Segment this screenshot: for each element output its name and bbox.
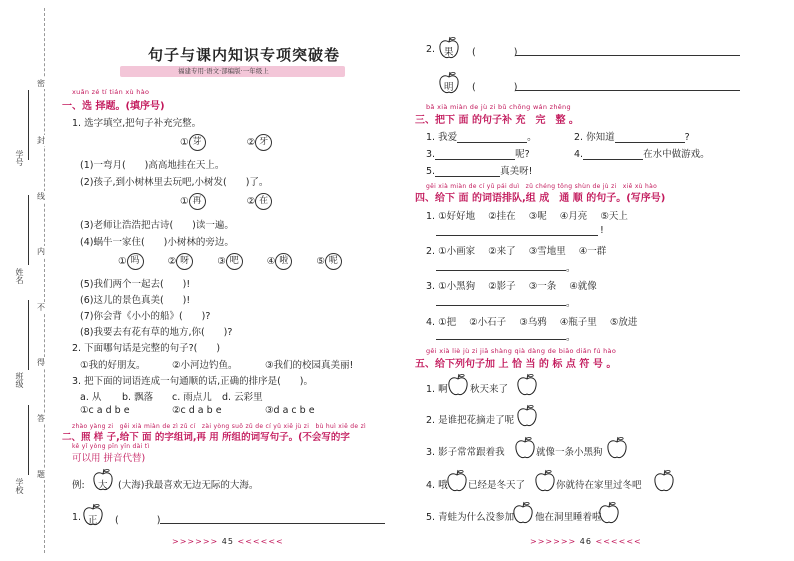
word-item: ④一群 (578, 246, 607, 257)
end-punct: 。 (566, 263, 576, 274)
fill-item (574, 146, 710, 160)
apple-icon[interactable] (598, 501, 620, 525)
apple-icon[interactable] (514, 436, 536, 460)
option-group (180, 134, 272, 151)
word-item: ③一条 (528, 281, 557, 292)
question-line: (4)蜗牛一家住( )小树林的旁边。 (80, 237, 234, 248)
item-text: ? (684, 132, 690, 143)
option-number: ② (246, 196, 256, 207)
footer-arrows: <<<<<< (237, 537, 284, 546)
field-line (28, 195, 29, 265)
word-paren: ( ) (472, 47, 518, 58)
fill-blank[interactable] (583, 149, 643, 160)
section-pinyin: kě yǐ yòng pīn yīn dài tì (72, 443, 150, 450)
answer-option: ③我们的校园真美丽! (265, 360, 354, 371)
apple-icon[interactable] (447, 373, 469, 397)
field-line (28, 90, 29, 160)
field-line (28, 300, 29, 370)
option-number: ① (180, 137, 189, 148)
word-item: ③雪地里 (528, 246, 566, 257)
fill-blank[interactable] (435, 166, 500, 177)
word-item: 3. ①小黑狗 (426, 281, 476, 292)
seal-char: 线 (37, 192, 45, 201)
item-text: 。 (527, 132, 537, 143)
option-number: ⑤ (316, 256, 325, 267)
word-row (426, 314, 637, 328)
question-line: (7)你会背《小小的船》( )? (80, 311, 211, 322)
option-char: 芽 (189, 134, 206, 151)
seal-char: 题 (37, 470, 45, 479)
seal-char: 内 (37, 247, 45, 256)
seal-char: 答 (37, 414, 45, 423)
word-item: ②影子 (488, 281, 516, 292)
section-pinyin: gěi xià miàn de cí yǔ pái duì zǔ chéng tōng shùn de jù zi xiě xù hào (426, 183, 658, 190)
punct-item: 5. 青蛙为什么没参加 (426, 512, 515, 523)
page-number: 45 (221, 537, 234, 546)
word-paren: ( ) (115, 515, 161, 526)
option-char: 再 (189, 193, 206, 210)
word-item: ④就像 (569, 281, 597, 292)
item-char: 正 (88, 515, 98, 526)
seal-char: 不 (37, 303, 45, 312)
answer-option: ②小河边钓鱼。 (172, 360, 238, 371)
example-sentence: (大海)我最喜欢无边无际的大海。 (118, 480, 259, 491)
punct-item: 他在洞里睡着啦 (535, 512, 602, 523)
fill-item (426, 163, 532, 177)
footer-arrows: >>>>>> (530, 537, 577, 546)
seal-char: 密 (37, 79, 45, 88)
page-footer (530, 537, 642, 546)
item-text: 4. (574, 149, 584, 160)
option-char: 啦 (275, 253, 292, 270)
label-xuehao: 学号 (15, 150, 24, 166)
field-line (28, 405, 29, 475)
question-line: (6)这儿的景色真美( )! (80, 295, 191, 306)
section-title: 三、把下 面 的句子补 充 完 整 。 (415, 115, 579, 126)
punct-item: 秋天来了 (470, 384, 509, 395)
option-number: ① (118, 256, 127, 267)
fill-blank[interactable] (615, 132, 685, 143)
word-item: 2. ①小画家 (426, 246, 476, 257)
fill-item (574, 129, 690, 143)
example-char: 大 (98, 480, 108, 491)
option-group (118, 253, 342, 270)
option-group (180, 193, 272, 210)
section-title: 可以用 拼音代替) (72, 453, 146, 464)
item-number: 1. (72, 512, 82, 523)
option-char: 呢 (325, 253, 342, 270)
answer-line[interactable] (436, 305, 566, 306)
option-char: 牙 (255, 134, 272, 151)
word-item: ②来了 (488, 246, 516, 257)
punct-item: 1. 啊 (426, 384, 448, 395)
item-text: 真美呀! (500, 166, 533, 177)
label-xuexiao: 学校 (15, 478, 24, 494)
punct-item: 2. 是谁把花摘走了呢 (426, 415, 515, 426)
punct-item: 4. 哦 (426, 480, 448, 491)
section-pinyin: zhào yàng zi gěi xià miàn de zì zǔ cí zài yòng suǒ zǔ de cí yǔ xiě jù zi bù huì xiě de zì (72, 423, 366, 430)
option-char: 吧 (226, 253, 243, 270)
word-paren: ( ) (472, 82, 518, 93)
fill-blank[interactable] (457, 132, 527, 143)
label-xingming: 姓名 (15, 268, 24, 284)
word-item: ④月亮 (559, 211, 588, 222)
end-punct: ! (600, 225, 604, 236)
apple-icon[interactable] (516, 404, 538, 428)
answer-option: ②c d a b e (172, 405, 222, 416)
punct-item: 已经是冬天了 (468, 480, 526, 491)
answer-option: ③d a c b e (265, 405, 315, 416)
page-title: 句子与课内知识专项突破卷 (148, 46, 341, 64)
item-text: 3. (426, 149, 436, 160)
word-item: a. 从 (80, 392, 102, 403)
label-banji: 班级 (15, 372, 24, 388)
answer-line[interactable] (515, 55, 740, 56)
word-item: ⑤放进 (609, 317, 638, 328)
question-text: 2. 下面哪句话是完整的句子?( ) (72, 343, 221, 354)
word-item: ②挂在 (488, 211, 516, 222)
section-title: 二、照 样 子,给下 面 的字组词,再 用 所组的词写句子。(不会写的字 (62, 432, 350, 443)
item-char: 明 (444, 82, 454, 93)
option-number: ④ (266, 256, 276, 267)
option-number: ③ (217, 256, 226, 267)
item-number: 2. (426, 44, 436, 55)
answer-option: ①c a d b e (80, 405, 130, 416)
answer-line[interactable] (515, 90, 740, 91)
option-number: ② (167, 256, 177, 267)
fill-item (426, 146, 530, 160)
question-line: (5)我们两个一起去( )! (80, 279, 191, 290)
answer-line[interactable] (436, 235, 598, 236)
word-row (426, 243, 606, 257)
word-item: d. 云彩里 (222, 392, 263, 403)
question-line: (2)孩子,到小树林里去玩吧,小树发( )了。 (80, 177, 269, 188)
fill-item (426, 129, 537, 143)
word-item: ②小石子 (469, 317, 507, 328)
question-text: 1. 选字填空,把句子补充完整。 (72, 118, 202, 129)
section-title: 五、给下列句子加 上 恰 当 的 标 点 符 号 。 (415, 359, 617, 370)
section-title: 一、选 择题。(填序号) (62, 101, 165, 112)
word-row (426, 278, 597, 292)
option-char: 在 (255, 193, 272, 210)
word-item: ⑤天上 (600, 211, 628, 222)
example-label: 例: (72, 480, 85, 491)
apple-icon[interactable] (653, 469, 675, 493)
page-footer (172, 537, 284, 546)
apple-icon[interactable] (516, 373, 538, 397)
apple-icon[interactable] (512, 501, 534, 525)
punct-item: 你就待在家里过冬吧 (556, 480, 642, 491)
punct-item: 3. 影子常常跟着我 (426, 447, 505, 458)
word-item: c. 雨点儿 (172, 392, 212, 403)
question-text: 3. 把下面的词语连成一句通顺的话,正确的排序是( )。 (72, 376, 314, 387)
answer-line[interactable] (436, 270, 566, 271)
apple-icon[interactable] (534, 469, 556, 493)
banner-text: 福建专用·语文·部编版·一年级上 (178, 67, 269, 75)
question-line: (1)一弯月( )高高地挂在天上。 (80, 160, 225, 171)
apple-icon[interactable] (446, 469, 468, 493)
answer-option: ①我的好朋友。 (80, 360, 146, 371)
seal-char: 得 (37, 358, 45, 367)
option-char: 吗 (127, 253, 144, 270)
item-text: 在水中做游戏。 (643, 149, 710, 160)
word-item: 1. ①好好地 (426, 211, 476, 222)
end-punct: 。 (566, 298, 576, 309)
footer-arrows: <<<<<< (595, 537, 642, 546)
answer-line[interactable] (436, 339, 566, 340)
question-line: (3)老师让浩浩把古诗( )读一遍。 (80, 220, 234, 231)
word-item: ③乌鸦 (519, 317, 547, 328)
item-text: 呢? (515, 149, 530, 160)
item-text: 2. 你知道 (574, 132, 615, 143)
option-number: ① (180, 196, 189, 207)
item-char: 果 (444, 47, 454, 58)
section-pinyin: bǎ xià miàn de jù zi bǔ chōng wán zhěng (426, 103, 571, 111)
fill-blank[interactable] (435, 149, 515, 160)
option-char: 呀 (176, 253, 193, 270)
answer-line[interactable] (160, 523, 385, 524)
seal-char: 封 (37, 136, 45, 145)
item-text: 1. 我爱 (426, 132, 458, 143)
option-number: ② (246, 137, 256, 148)
section-pinyin: xuǎn zé tí tián xù hào (72, 88, 150, 96)
section-title: 四、给下 面 的词语排队,组 成 通 顺 的句子。(写序号) (415, 193, 666, 204)
end-punct: 。 (566, 332, 576, 343)
item-text: 5. (426, 166, 436, 177)
word-item: ③呢 (528, 211, 547, 222)
page-number: 46 (579, 537, 592, 546)
word-item: 4. ①把 (426, 317, 457, 328)
word-row (426, 208, 628, 222)
section-pinyin: gěi xià liè jù zi jiā shàng qià dàng de biāo diǎn fú hào (426, 347, 617, 355)
word-item: ④瓶子里 (559, 317, 597, 328)
word-item: b. 飘落 (122, 392, 154, 403)
question-line: (8)我要去有花有草的地方,你( )? (80, 327, 233, 338)
footer-arrows: >>>>>> (172, 537, 219, 546)
apple-icon[interactable] (606, 436, 628, 460)
punct-item: 就像一条小黑狗 (536, 447, 603, 458)
